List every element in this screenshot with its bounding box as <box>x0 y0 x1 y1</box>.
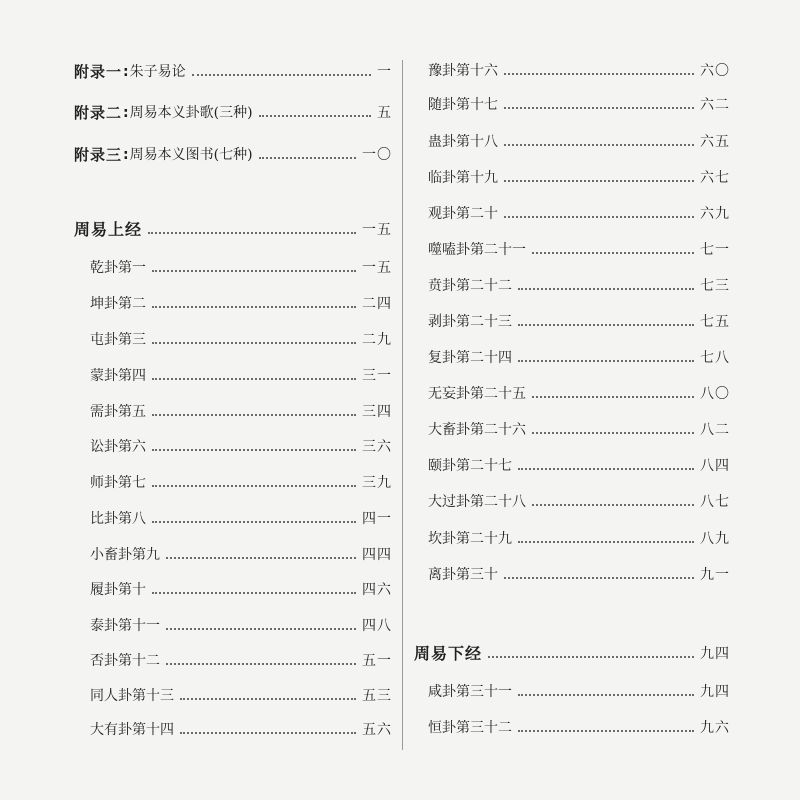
dot-leader <box>532 396 694 398</box>
toc-entry[interactable] <box>428 682 730 702</box>
page-number: 三九 <box>362 475 392 491</box>
page-number: 九六 <box>700 720 730 736</box>
entry-title: 离卦第三十 <box>428 567 498 583</box>
entry-title: 贲卦第二十二 <box>428 278 512 294</box>
page-number: 三四 <box>362 404 392 420</box>
page-number: 九四 <box>700 684 730 700</box>
entry-title: 师卦第七 <box>90 475 146 491</box>
dot-leader <box>166 628 356 630</box>
entry-title: 随卦第十七 <box>428 97 498 113</box>
dot-leader <box>259 115 371 117</box>
toc-entry[interactable] <box>74 545 392 565</box>
entry-title: 否卦第十二 <box>90 653 160 669</box>
toc-entry[interactable] <box>74 330 392 350</box>
dot-leader <box>532 252 694 254</box>
toc-entry[interactable] <box>74 651 392 671</box>
entry-title: 需卦第五 <box>90 404 146 420</box>
dot-leader <box>152 592 356 594</box>
appendix-title: 朱子易论 <box>129 64 186 80</box>
entry-title: 泰卦第十一 <box>90 618 160 634</box>
toc-entry[interactable] <box>428 420 730 440</box>
dot-leader <box>518 468 694 470</box>
section-heading: 周易上经 <box>74 220 143 239</box>
toc-entry[interactable] <box>428 492 730 512</box>
page-number: 一〇 <box>362 147 392 163</box>
page-number: 八二 <box>700 422 730 438</box>
dot-leader <box>152 485 356 487</box>
dot-leader <box>148 232 356 234</box>
dot-leader <box>504 180 694 182</box>
toc-entry[interactable] <box>74 437 392 457</box>
dot-leader <box>152 521 356 523</box>
appendix-colon: : <box>123 105 129 121</box>
dot-leader <box>152 378 356 380</box>
dot-leader <box>152 270 356 272</box>
page-number: 三六 <box>362 439 392 455</box>
entry-title: 坤卦第二 <box>90 296 146 312</box>
entry-title: 坎卦第二十九 <box>428 531 512 547</box>
page-number: 一 <box>377 64 392 80</box>
dot-leader <box>488 656 694 658</box>
entry-title: 大过卦第二十八 <box>428 494 526 510</box>
entry-title: 比卦第八 <box>90 511 146 527</box>
column-divider <box>402 60 403 750</box>
page-number: 八〇 <box>700 386 730 402</box>
dot-leader <box>504 216 694 218</box>
toc-entry[interactable] <box>428 565 730 585</box>
page-number: 二四 <box>362 296 392 312</box>
page-number: 八七 <box>700 494 730 510</box>
entry-title: 临卦第十九 <box>428 170 498 186</box>
toc-entry[interactable] <box>74 720 392 740</box>
entry-title: 小畜卦第九 <box>90 547 160 563</box>
toc-entry[interactable] <box>428 168 730 188</box>
toc-entry[interactable] <box>428 95 730 115</box>
toc-entry[interactable] <box>74 686 392 706</box>
toc-entry[interactable] <box>428 312 730 332</box>
page-number: 五三 <box>362 688 392 704</box>
toc-entry[interactable] <box>74 509 392 529</box>
entry-title: 无妄卦第二十五 <box>428 386 526 402</box>
section-heading: 周易下经 <box>414 644 483 663</box>
appendix-label: 附录一 <box>74 63 123 81</box>
page-number: 五一 <box>362 653 392 669</box>
toc-entry[interactable] <box>74 366 392 386</box>
page-number: 六五 <box>700 134 730 150</box>
dot-leader <box>180 732 356 734</box>
dot-leader <box>152 414 356 416</box>
dot-leader <box>192 74 371 76</box>
dot-leader <box>180 698 356 700</box>
dot-leader <box>518 324 694 326</box>
toc-entry[interactable] <box>74 616 392 636</box>
page-number: 二九 <box>362 332 392 348</box>
dot-leader <box>166 663 356 665</box>
toc-entry[interactable] <box>428 384 730 404</box>
toc-entry[interactable] <box>74 402 392 422</box>
page-number: 三一 <box>362 368 392 384</box>
page-number: 七五 <box>700 314 730 330</box>
dot-leader <box>504 144 694 146</box>
page-number: 八四 <box>700 458 730 474</box>
toc-section-upper-classic[interactable] <box>74 220 392 240</box>
page-number: 四六 <box>362 582 392 598</box>
page-number: 五 <box>377 105 392 121</box>
appendix-colon: : <box>123 64 129 80</box>
dot-leader <box>532 432 694 434</box>
toc-entry[interactable] <box>428 529 730 549</box>
entry-title: 同人卦第十三 <box>90 688 174 704</box>
page-number: 四四 <box>362 547 392 563</box>
dot-leader <box>504 107 694 109</box>
entry-title: 蛊卦第十八 <box>428 134 498 150</box>
page-number: 五六 <box>362 722 392 738</box>
entry-title: 噬嗑卦第二十一 <box>428 242 526 258</box>
page-number: 九一 <box>700 567 730 583</box>
toc-entry[interactable] <box>428 276 730 296</box>
page-number: 六二 <box>700 97 730 113</box>
dot-leader <box>518 541 694 543</box>
entry-title: 屯卦第三 <box>90 332 146 348</box>
page-number: 七一 <box>700 242 730 258</box>
entry-title: 颐卦第二十七 <box>428 458 512 474</box>
entry-title: 恒卦第三十二 <box>428 720 512 736</box>
dot-leader <box>518 360 694 362</box>
dot-leader <box>532 504 694 506</box>
toc-entry[interactable] <box>74 294 392 314</box>
dot-leader <box>152 342 356 344</box>
toc-appendix-3[interactable] <box>74 145 392 165</box>
entry-title: 大畜卦第二十六 <box>428 422 526 438</box>
toc-appendix-1[interactable] <box>74 62 392 82</box>
entry-title: 蒙卦第四 <box>90 368 146 384</box>
entry-title: 复卦第二十四 <box>428 350 512 366</box>
toc-entry[interactable] <box>428 718 730 738</box>
appendix-colon: : <box>123 147 129 163</box>
toc-entry[interactable] <box>428 348 730 368</box>
toc-entry[interactable] <box>428 240 730 260</box>
page-number: 一五 <box>362 260 392 276</box>
page-number: 八九 <box>700 531 730 547</box>
entry-title: 豫卦第十六 <box>428 63 498 79</box>
toc-entry[interactable] <box>428 204 730 224</box>
page-number: 六七 <box>700 170 730 186</box>
toc-entry[interactable] <box>428 61 730 81</box>
dot-leader <box>152 449 356 451</box>
appendix-label: 附录二 <box>74 104 123 122</box>
dot-leader <box>518 730 694 732</box>
entry-title: 咸卦第三十一 <box>428 684 512 700</box>
page-number: 六九 <box>700 206 730 222</box>
toc-entry[interactable] <box>428 132 730 152</box>
page-number: 七三 <box>700 278 730 294</box>
dot-leader <box>518 288 694 290</box>
page-number: 一五 <box>362 222 392 238</box>
toc-entry[interactable] <box>74 580 392 600</box>
page-number: 四八 <box>362 618 392 634</box>
toc-section-lower-classic[interactable] <box>414 644 730 664</box>
page-number: 七八 <box>700 350 730 366</box>
dot-leader <box>152 306 356 308</box>
dot-leader <box>504 73 694 75</box>
toc-appendix-2[interactable] <box>74 103 392 123</box>
appendix-title: 周易本义卦歌(三种) <box>129 105 253 121</box>
entry-title: 乾卦第一 <box>90 260 146 276</box>
entry-title: 履卦第十 <box>90 582 146 598</box>
page-number: 四一 <box>362 511 392 527</box>
appendix-title: 周易本义图书(七种) <box>129 147 253 163</box>
entry-title: 大有卦第十四 <box>90 722 174 738</box>
dot-leader <box>259 157 356 159</box>
dot-leader <box>166 557 356 559</box>
appendix-label: 附录三 <box>74 146 123 164</box>
page-number: 九四 <box>700 646 730 662</box>
dot-leader <box>504 577 694 579</box>
entry-title: 观卦第二十 <box>428 206 498 222</box>
page-number: 六〇 <box>700 63 730 79</box>
dot-leader <box>518 694 694 696</box>
toc-entry[interactable] <box>74 258 392 278</box>
entry-title: 讼卦第六 <box>90 439 146 455</box>
toc-entry[interactable] <box>428 456 730 476</box>
toc-entry[interactable] <box>74 473 392 493</box>
entry-title: 剥卦第二十三 <box>428 314 512 330</box>
